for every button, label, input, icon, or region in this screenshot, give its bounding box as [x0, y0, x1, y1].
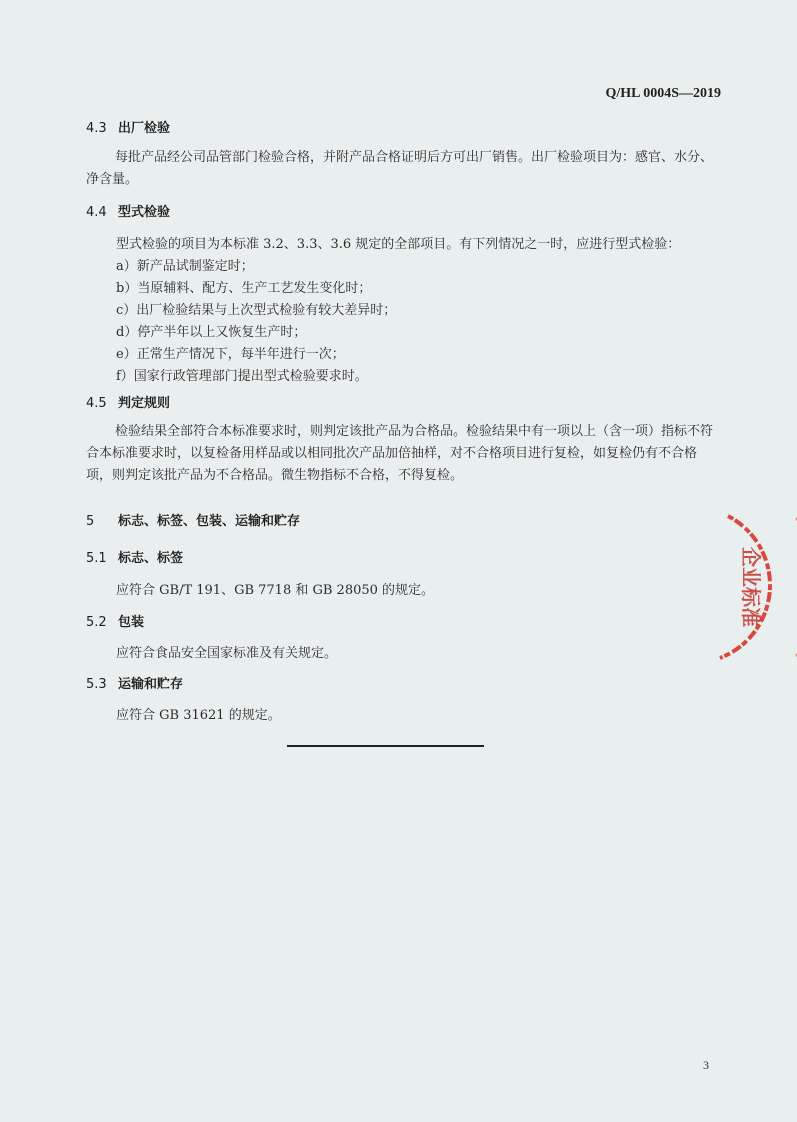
list-item: e）正常生产情况下，每半年进行一次；	[116, 347, 345, 362]
section-4-4-intro: 型式检验的项目为本标准 3.2、3.3、3.6 规定的全部项目。有下列情况之一时，应进行型式检验：	[116, 237, 681, 252]
section-4-4-heading	[86, 201, 170, 220]
section-number: 4.4	[86, 205, 107, 220]
end-rule	[287, 745, 484, 747]
section-4-3-paragraph: 每批产品经公司品管部门检验合格，并附产品合格证明后方可出厂销售。出厂检验项目为：感官、水分、净含量。	[86, 150, 714, 187]
section-5-3-heading	[86, 673, 183, 692]
section-5-heading	[86, 510, 300, 529]
page-number: 3	[703, 1058, 709, 1072]
section-title: 标志、标签	[118, 551, 184, 566]
section-number: 5.1	[86, 551, 107, 566]
section-number: 5.2	[86, 615, 107, 630]
section-5-2-heading	[86, 611, 144, 630]
section-5-3-text: 应符合 GB 31621 的规定。	[116, 708, 281, 723]
list-item: a）新产品试制鉴定时；	[116, 259, 254, 274]
document-code: Q/HL 0004S—2019	[605, 86, 721, 101]
section-5-1-text: 应符合 GB/T 191、GB 7718 和 GB 28050 的规定。	[116, 583, 435, 598]
section-4-3-heading	[86, 117, 170, 136]
list-item: c）出厂检验结果与上次型式检验有较大差异时；	[116, 303, 397, 318]
section-title: 出厂检验	[118, 121, 171, 136]
section-number: 4.5	[86, 396, 107, 411]
section-title: 判定规则	[118, 396, 171, 411]
list-item: d）停产半年以上又恢复生产时；	[116, 325, 307, 340]
red-seal-stamp	[708, 512, 797, 662]
list-item: b）当原辅料、配方、生产工艺发生变化时；	[116, 281, 372, 296]
section-4-5-paragraph: 检验结果全部符合本标准要求时，则判定该批产品为合格品。检验结果中有一项以上（含一项）指标不符合本标准要求时，以复检备用样品或以相同批次产品加倍抽样，对不合格项目进行复检，如复检仍有不合格项，则判定该批产品为不合格品。微生物指标不合格，不得复检。	[86, 424, 714, 483]
section-number: 5	[86, 514, 95, 529]
list-item: f）国家行政管理部门提出型式检验要求时。	[116, 369, 368, 384]
section-5-2-text: 应符合食品安全国家标准及有关规定。	[116, 646, 338, 661]
section-title: 型式检验	[118, 205, 171, 220]
section-title: 包装	[118, 615, 145, 630]
section-title: 运输和贮存	[118, 677, 184, 692]
seal-text: 企业标准	[739, 547, 763, 627]
section-4-5-heading	[86, 392, 170, 411]
section-number: 5.3	[86, 677, 107, 692]
section-5-1-heading	[86, 547, 183, 566]
section-number: 4.3	[86, 121, 107, 136]
section-title: 标志、标签、包装、运输和贮存	[118, 514, 301, 529]
